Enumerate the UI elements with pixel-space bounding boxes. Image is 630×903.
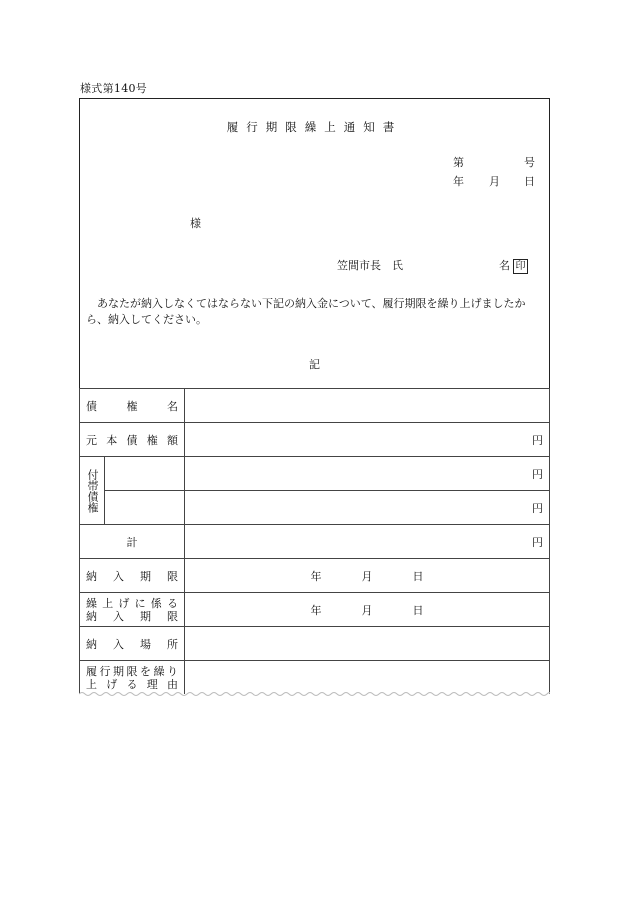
row-due-date — [80, 559, 550, 593]
field-payment-place[interactable] — [185, 627, 550, 661]
field-incidental-amount-1[interactable] — [185, 457, 550, 491]
sender-title: 笠間市長 氏 — [337, 259, 403, 272]
seal-mark: 印 — [513, 259, 528, 274]
doc-no-prefix: 第 — [453, 156, 464, 169]
field-due-date[interactable]: 年 月 日 — [185, 559, 550, 593]
row-total — [80, 525, 550, 559]
date-year: 年 — [453, 175, 464, 188]
field-incidental-type-1[interactable] — [105, 457, 185, 491]
page-cut-edge — [79, 690, 550, 698]
label-total: 計 — [80, 525, 185, 559]
name-label: 名 — [499, 259, 510, 272]
label-reason: 履 行 期 限 を 繰 り 上 げ る 理 由 — [80, 661, 185, 695]
field-advanced-due-date[interactable]: 年 月 日 — [185, 593, 550, 627]
label-due-date: 納 入 期 限 — [80, 559, 185, 593]
date-month: 月 — [489, 175, 500, 188]
row-reason — [80, 661, 550, 695]
yen-unit: 円 — [532, 501, 543, 515]
label-advanced-due-date: 繰 上 げ に 係 る 納 入 期 限 — [80, 593, 185, 627]
field-principal[interactable] — [185, 423, 550, 457]
yen-unit: 円 — [532, 467, 543, 481]
row-incidental-1 — [80, 457, 550, 491]
ki-heading: 記 — [309, 358, 320, 371]
date-day: 日 — [524, 175, 535, 188]
field-claim-name[interactable] — [185, 389, 550, 423]
label-incidental: 付帯債権 — [80, 457, 105, 525]
yen-unit: 円 — [532, 433, 543, 447]
field-incidental-type-2[interactable] — [105, 491, 185, 525]
row-principal — [80, 423, 550, 457]
label-claim-name: 債 権 名 — [80, 389, 185, 423]
sender-name-label — [499, 257, 528, 274]
body-text: あなたが納入しなくてはならない下記の納入金について、履行期限を繰り上げましたから、納入してください。 — [86, 297, 526, 326]
field-incidental-amount-2[interactable] — [185, 491, 550, 525]
row-incidental-2 — [80, 491, 550, 525]
label-payment-place: 納 入 場 所 — [80, 627, 185, 661]
notice-form — [79, 98, 550, 694]
details-table — [79, 388, 550, 694]
row-claim-name — [80, 389, 550, 423]
yen-unit: 円 — [532, 535, 543, 549]
row-payment-place — [80, 627, 550, 661]
field-reason[interactable] — [185, 661, 550, 695]
addressee-suffix: 様 — [190, 217, 201, 230]
row-advanced-due-date — [80, 593, 550, 627]
doc-no-suffix: 号 — [524, 156, 535, 169]
document-title: 履行期限繰上通知書 — [226, 120, 403, 134]
form-number: 様式第140号 — [80, 82, 148, 95]
label-principal: 元 本 債 権 額 — [80, 423, 185, 457]
field-total[interactable] — [185, 525, 550, 559]
